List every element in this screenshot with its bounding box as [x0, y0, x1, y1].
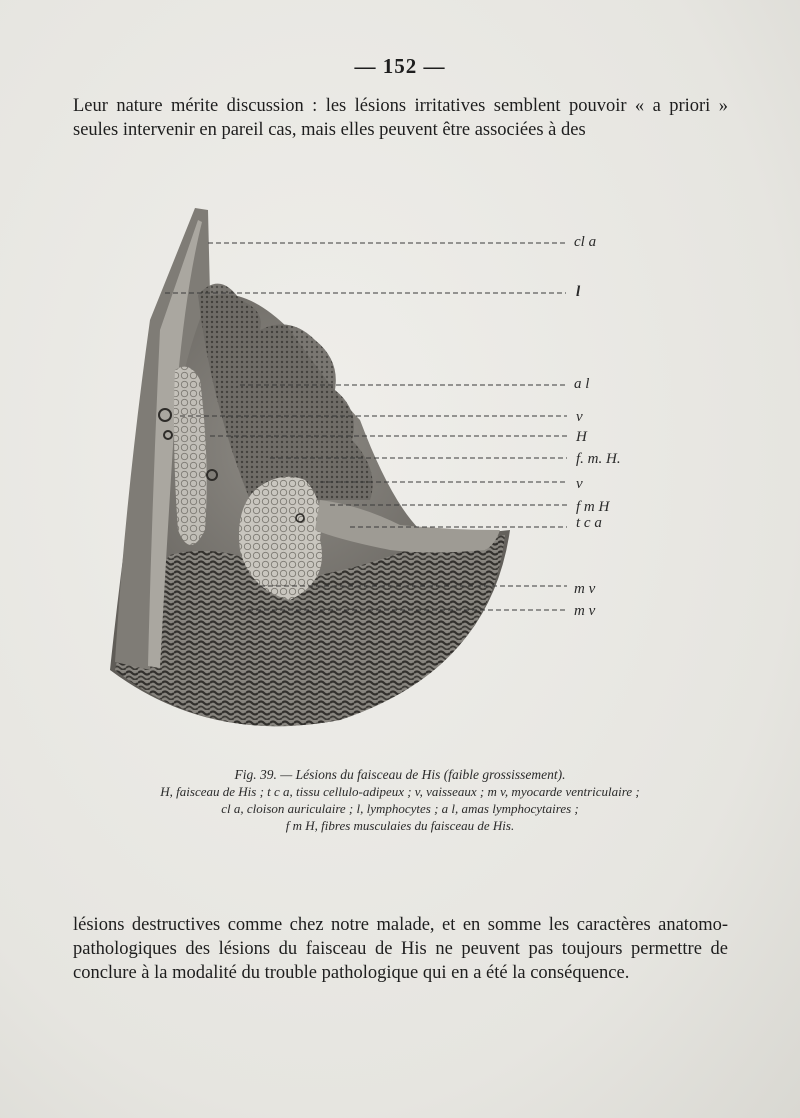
page-number: — 152 —	[354, 54, 446, 78]
label-t-c-a: t c a	[576, 515, 602, 531]
label-m-v-2: m v	[574, 603, 596, 619]
caption-line-1: H, faisceau de His ; t c a, tissu cellulo-adipeux ; v, vaisseaux ; m v, myocarde ventriculaire ;	[160, 784, 640, 799]
caption-line-2: cl a, cloison auriculaire ; l, lymphocytes ; a l, amas lymphocytaires ;	[221, 801, 579, 816]
label-l: l	[576, 284, 581, 300]
caption-title: Fig. 39. — Lésions du faisceau de His (faible grossissement).	[234, 767, 566, 782]
label-a-l: a l	[574, 376, 590, 392]
paragraph-bottom: lésions destructives comme chez notre malade, et en somme les caractères anatomo-pathologiques des lésions du faisceau de His ne peuvent pas toujours permettre de conclure à la modalité du trouble pathologique qui en a été la conséquence.	[73, 915, 728, 983]
label-v-2: v	[576, 476, 583, 492]
figure-caption	[60, 766, 740, 834]
histology-illustration	[90, 200, 710, 740]
paragraph-top: Leur nature mérite discussion : les lésions irritatives semblent pouvoir « a priori » seules intervenir en pareil cas, mais elles peuvent être associées à des	[73, 96, 728, 140]
label-v-1: v	[576, 409, 583, 425]
label-cl-a: cl a	[574, 234, 597, 250]
label-f-m-H-1: f. m. H.	[576, 451, 621, 467]
histology-figure	[90, 200, 710, 740]
caption-line-3: f m H, fibres musculaies du faisceau de His.	[285, 818, 515, 833]
label-m-v-1: m v	[574, 581, 596, 597]
label-f-m-H-2: f m H	[576, 499, 610, 515]
label-H: H	[576, 429, 587, 445]
